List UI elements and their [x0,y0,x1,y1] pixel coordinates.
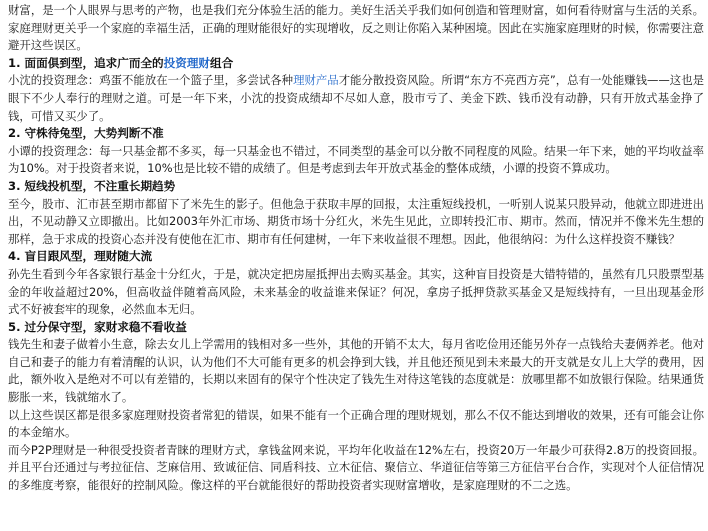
intro-paragraph: 财富，是一个人眼界与思考的产物，也是我们充分体验生活的能力。美好生活关乎我们如何创造和管理财富，如何看待财富与生活的关系。家庭理财更关乎一个家庭的幸福生活，正确的理财能很好的实现增收，反之则让你陷入某种困境。因此在实施家庭理财的时候，你需要注意避开这些误区。 [8,3,704,53]
section-heading-2: 2. 守株待兔型，大势判断不准 [8,126,164,141]
section-body-5: 钱先生和妻子做着小生意，除去女儿上学需用的钱相对多一些外，其他的开销不太大，每月省吃俭用还能另外存一点钱给夫妻俩养老。他对自己和妻子的能力有着清醒的认识，认为他们不大可能有更多的机会挣到大钱，并且他还预见到未来最大的开支就是女儿上大学的费用，因此，额外收入是绝对不可以有差错的，长期以来固有的保守个性决定了钱先生对待这笔钱的态度就是：放哪里都不如放银行保险。结果通货膨胀一来，钱就缩水了。 [8,337,704,405]
finance-product-link[interactable]: 理财产品 [293,73,339,88]
section-body-1 [8,72,704,125]
section-heading-4: 4. 盲目跟风型，理财随大流 [8,249,153,264]
section-heading-1-prefix: 1. 面面俱到型，追求广而全的 [8,55,164,70]
section-body-4: 孙先生看到今年各家银行基金十分红火，于是，就决定把房屋抵押出去购买基金。其实，这种盲目投资是大错特错的，虽然有几只股票型基金的年收益超过20%，但高收益伴随着高风险，未来基金的收益谁来保证？何况，拿房子抵押贷款买基金又是短线持有，一旦出现基金形式不好被套牢的现象，必然血本无归。 [8,266,704,317]
closing-paragraph: 而今P2P理财是一种很受投资者青睐的理财方式，拿钱盆网来说，平均年化收益在12%左右，投资20万一年最少可获得2.8万的投资回报。并且平台还通过与考拉征信、芝麻信用、致诚征信、同盾科技、立木征信、聚信立、华道征信等第三方征信平台合作，实现对个人征信情况的多维度考察，能很好的控制风险。像这样的平台就能很好的帮助投资者实现财富增收，是家庭理财的不二之选。 [8,442,704,493]
section-heading-1 [8,55,704,73]
conclusion-paragraph: 以上这些误区都是很多家庭理财投资者常犯的错误，如果不能有一个正确合理的理财规划，那么不仅不能达到增收的效果，还有可能会让你的本金缩水。 [8,407,704,440]
section-heading-1-suffix: 组合 [210,55,234,70]
section-body-1-suffix: 才能分散投资风险。所谓“东方不亮西方亮”，总有一处能赚钱——这也是眼下不少人奉行的理财之道。可是一年下来，小沈的投资成绩却不尽如人意，股市亏了、美金下跌、钱币没有动静，只有开放式基金挣了钱，可惜又买少了。 [8,73,704,123]
section-body-3: 至今，股市、汇市甚至期市都留下了米先生的影子。但他急于获取丰厚的回报，太注重短线投机，一听别人说某只股异动，他就立即进进出出，不见动静又立即撤出。比如2003年外汇市场、期货市场十分红火，米先生见此，立即转投汇市、期市。然而，情况并不像米先生想的那样，急于求成的投资心态并没有使他在汇市、期市有任何建树，一年下来收益很不理想。因此，他很纳闷：为什么这样投资不赚钱？ [8,196,704,246]
section-body-1-prefix: 小沈的投资理念：鸡蛋不能放在一个篮子里，多尝试各种 [8,73,294,88]
section-heading-3: 3. 短线投机型，不注重长期趋势 [8,178,176,193]
article-body [8,2,704,495]
section-heading-5: 5. 过分保守型，家财求稳不看收益 [8,319,187,334]
section-body-2: 小谭的投资理念：每一只基金都不多买，每一只基金也不错过，不同类型的基金可以分散不同程度的风险。结果一年下来，她的平均收益率为10%。对于投资者来说，10%也是比较不错的成绩了。但是考虑到去年开放式基金的整体成绩，小谭的投资不算成功。 [8,143,704,176]
investment-finance-link[interactable]: 投资理财 [163,55,211,70]
